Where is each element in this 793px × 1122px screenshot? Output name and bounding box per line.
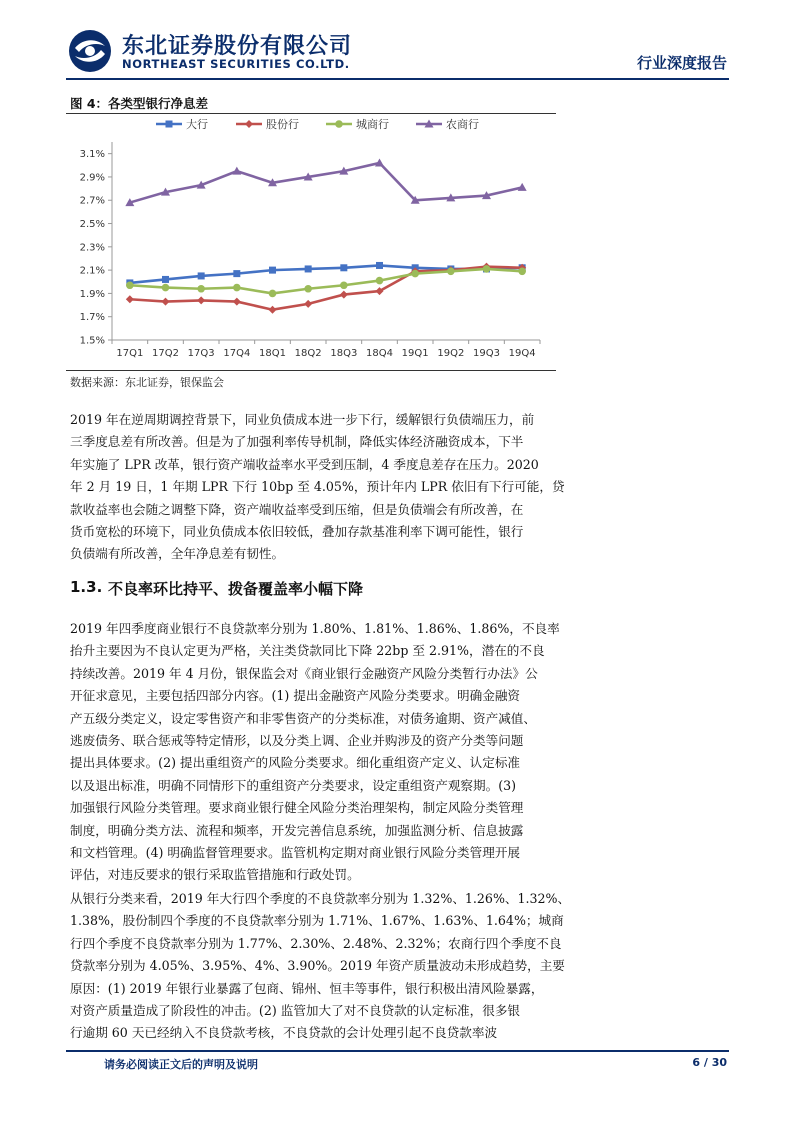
legend-item-2	[326, 117, 389, 131]
footer-disclaimer: 请务必阅读正文后的声明及说明	[104, 1058, 258, 1071]
data-point	[162, 276, 169, 283]
footer-rule	[66, 1050, 729, 1052]
y-tick-label: 1.9%	[79, 288, 105, 300]
series-0	[126, 262, 525, 286]
legend-marker	[166, 121, 173, 128]
x-tick-label: 18Q4	[366, 348, 393, 359]
company-name-en: NORTHEAST SECURITIES CO.LTD.	[122, 57, 350, 71]
data-point	[305, 265, 312, 272]
text-line: 2019 年在逆周期调控背景下，同业负债成本进一步下行，缓解银行负债端压力，前	[70, 412, 535, 427]
data-point	[518, 267, 526, 275]
x-tick-label: 18Q1	[259, 348, 286, 359]
text-line: 逃废债务、联合惩戒等特定情形，以及分类上调、企业并购涉及的资产分类等问题	[70, 733, 524, 749]
data-point	[198, 272, 205, 279]
company-logo-icon	[67, 28, 113, 74]
text-line: 产五级分类定义，设定零售资产和非零售资产的分类标准，对债务逾期、资产减值、	[70, 710, 536, 726]
series-2	[126, 265, 526, 297]
data-point	[376, 262, 383, 269]
paragraph-nim	[70, 409, 730, 566]
series-line	[130, 269, 522, 293]
data-point	[447, 267, 455, 275]
paragraph-npl-by-type	[70, 888, 730, 1045]
data-point	[304, 285, 312, 293]
y-tick-label: 2.1%	[79, 265, 105, 277]
figure-bottom-rule	[66, 370, 556, 371]
text-line: 制度，明确分类方法、流程和频率，开发完善信息系统，加强监测分析、信息披露	[70, 822, 524, 838]
data-point	[126, 281, 134, 289]
x-tick-label: 18Q3	[330, 348, 358, 359]
data-point	[411, 270, 419, 278]
data-point	[233, 298, 241, 306]
data-point	[233, 284, 241, 292]
y-tick-label: 1.5%	[79, 335, 105, 347]
legend-label: 农商行	[446, 118, 479, 131]
text-line: 行四个季度不良贷款率分别为 1.77%、2.30%、2.48%、2.32%；农商行四个季度不良	[70, 935, 562, 951]
data-point	[304, 300, 312, 308]
legend-label: 大行	[186, 118, 208, 131]
header-rule	[66, 78, 729, 80]
data-point	[197, 285, 205, 293]
y-tick-label: 1.7%	[79, 312, 105, 324]
x-tick-label: 19Q4	[508, 348, 536, 359]
data-point	[232, 167, 241, 175]
x-tick-label: 17Q3	[187, 348, 215, 359]
x-tick-label: 19Q3	[473, 348, 500, 359]
text-line: 负债端有所改善，全年净息差有韧性。	[70, 546, 285, 562]
series-3	[125, 158, 526, 206]
section-title: 不良率环比持平、拨备覆盖率小幅下降	[108, 580, 364, 598]
chart-legend	[156, 117, 479, 131]
y-tick-label: 3.1%	[79, 149, 105, 161]
data-point	[197, 296, 205, 304]
series-line	[130, 163, 522, 203]
paragraph-npl	[70, 618, 730, 887]
text-line: 年 2 月 19 日，1 年期 LPR 下行 10bp 至 4.05%，预计年内 LPR 依旧有下行可能，贷	[70, 479, 565, 495]
text-line: 对资产质量造成了阶段性的冲击。(2) 监管加大了对不良贷款的认定标准，很多银	[70, 1003, 521, 1019]
text-line: 货币宽松的环境下，同业负债成本依旧较低，叠加存款基准利率下调可能性，银行	[70, 524, 524, 540]
text-line: 抬升主要因为不良认定更为严格，关注类贷款同比下降 22bp 至 2.91%，潜在的不良	[70, 643, 545, 659]
text-line: 加强银行风险分类管理。要求商业银行健全风险分类治理架构，制定风险分类管理	[70, 800, 524, 816]
x-tick-label: 17Q1	[116, 348, 144, 359]
data-point	[340, 281, 348, 289]
y-tick-label: 2.3%	[79, 242, 105, 254]
x-tick-label: 19Q2	[437, 348, 465, 359]
text-line: 开征求意见，主要包括四部分内容。(1) 提出金融资产风险分类要求。明确金融资	[70, 688, 521, 704]
data-point	[340, 291, 348, 299]
data-point	[376, 277, 384, 285]
data-point	[269, 267, 276, 274]
figure-source: 数据来源：东北证券，银保监会	[70, 376, 224, 389]
text-line: 1.38%，股份制四个季度的不良贷款率分别为 1.71%、1.67%、1.63%、1.64%；城商	[70, 913, 564, 929]
plot-area	[125, 158, 526, 313]
x-tick-label: 18Q2	[294, 348, 322, 359]
y-tick-label: 2.5%	[79, 219, 105, 231]
data-point	[126, 295, 134, 303]
text-line: 从银行分类来看，2019 年大行四个季度的不良贷款率分别为 1.32%、1.26%、1.32%、	[70, 891, 571, 906]
figure-title: 图 4：各类型银行净息差	[70, 96, 209, 111]
text-line: 评估，对违反要求的银行采取监管措施和行政处罚。	[70, 867, 360, 883]
data-point	[233, 270, 240, 277]
legend-item-1	[236, 118, 299, 131]
x-tick-label: 17Q4	[223, 348, 251, 359]
text-line: 年实施了 LPR 改革，银行资产端收益率水平受到压制，4 季度息差存在压力。2020	[70, 456, 539, 472]
report-type: 行业深度报告	[636, 54, 727, 72]
legend-marker	[335, 120, 343, 128]
y-axis	[80, 142, 112, 347]
nim-line-chart	[60, 114, 560, 370]
text-line: 原因：(1) 2019 年银行业暴露了包商、锦州、恒丰等事件，银行积极出清风险暴露，	[70, 980, 544, 996]
text-line: 提出具体要求。(2) 提出重组资产的风险分类要求。细化重组资产定义、认定标准	[70, 755, 521, 771]
y-tick-label: 2.7%	[79, 195, 105, 207]
x-tick-label: 19Q1	[401, 348, 429, 359]
text-line: 行逾期 60 天已经纳入不良贷款考核，不良贷款的会计处理引起不良贷款率波	[70, 1025, 498, 1041]
y-tick-label: 2.9%	[79, 172, 105, 184]
section-number: 1.3.	[70, 578, 103, 596]
x-axis	[112, 340, 540, 359]
text-line: 2019 年四季度商业银行不良贷款率分别为 1.80%、1.81%、1.86%、1.86%，不良率	[70, 621, 560, 636]
data-point	[162, 298, 170, 306]
x-tick-label: 17Q2	[152, 348, 179, 359]
legend-item-0	[156, 117, 208, 131]
text-line: 三季度息差有所改善。但是为了加强利率传导机制，降低实体经济融资成本，下半	[70, 434, 524, 450]
text-line: 和文档管理。(4) 明确监督管理要求。监管机构定期对商业银行风险分类管理开展	[70, 845, 521, 861]
text-line: 贷款率分别为 4.05%、3.95%、4%、3.90%。2019 年资产质量波动未形成趋势，主要	[70, 958, 565, 974]
legend-label: 股份行	[266, 118, 299, 131]
text-line: 款收益率也会随之调整下降，资产端收益率受到压缩，但是负债端会有所改善，在	[70, 501, 524, 517]
legend-marker	[245, 120, 253, 128]
text-line: 以及退出标准，明确不同情形下的重组资产分类要求，设定重组资产观察期。(3)	[70, 777, 517, 793]
data-point	[269, 290, 277, 298]
company-name-cn: 东北证券股份有限公司	[122, 34, 353, 59]
data-point	[483, 265, 491, 273]
legend-label: 城商行	[356, 118, 389, 131]
data-point	[340, 264, 347, 271]
data-point	[162, 284, 170, 292]
legend-item-3	[416, 117, 479, 131]
page-number: 6 / 30	[692, 1056, 727, 1069]
data-point	[269, 306, 277, 314]
text-line: 持续改善。2019 年 4 月份，银保监会对《商业银行金融资产风险分类暂行办法》公	[70, 665, 538, 681]
